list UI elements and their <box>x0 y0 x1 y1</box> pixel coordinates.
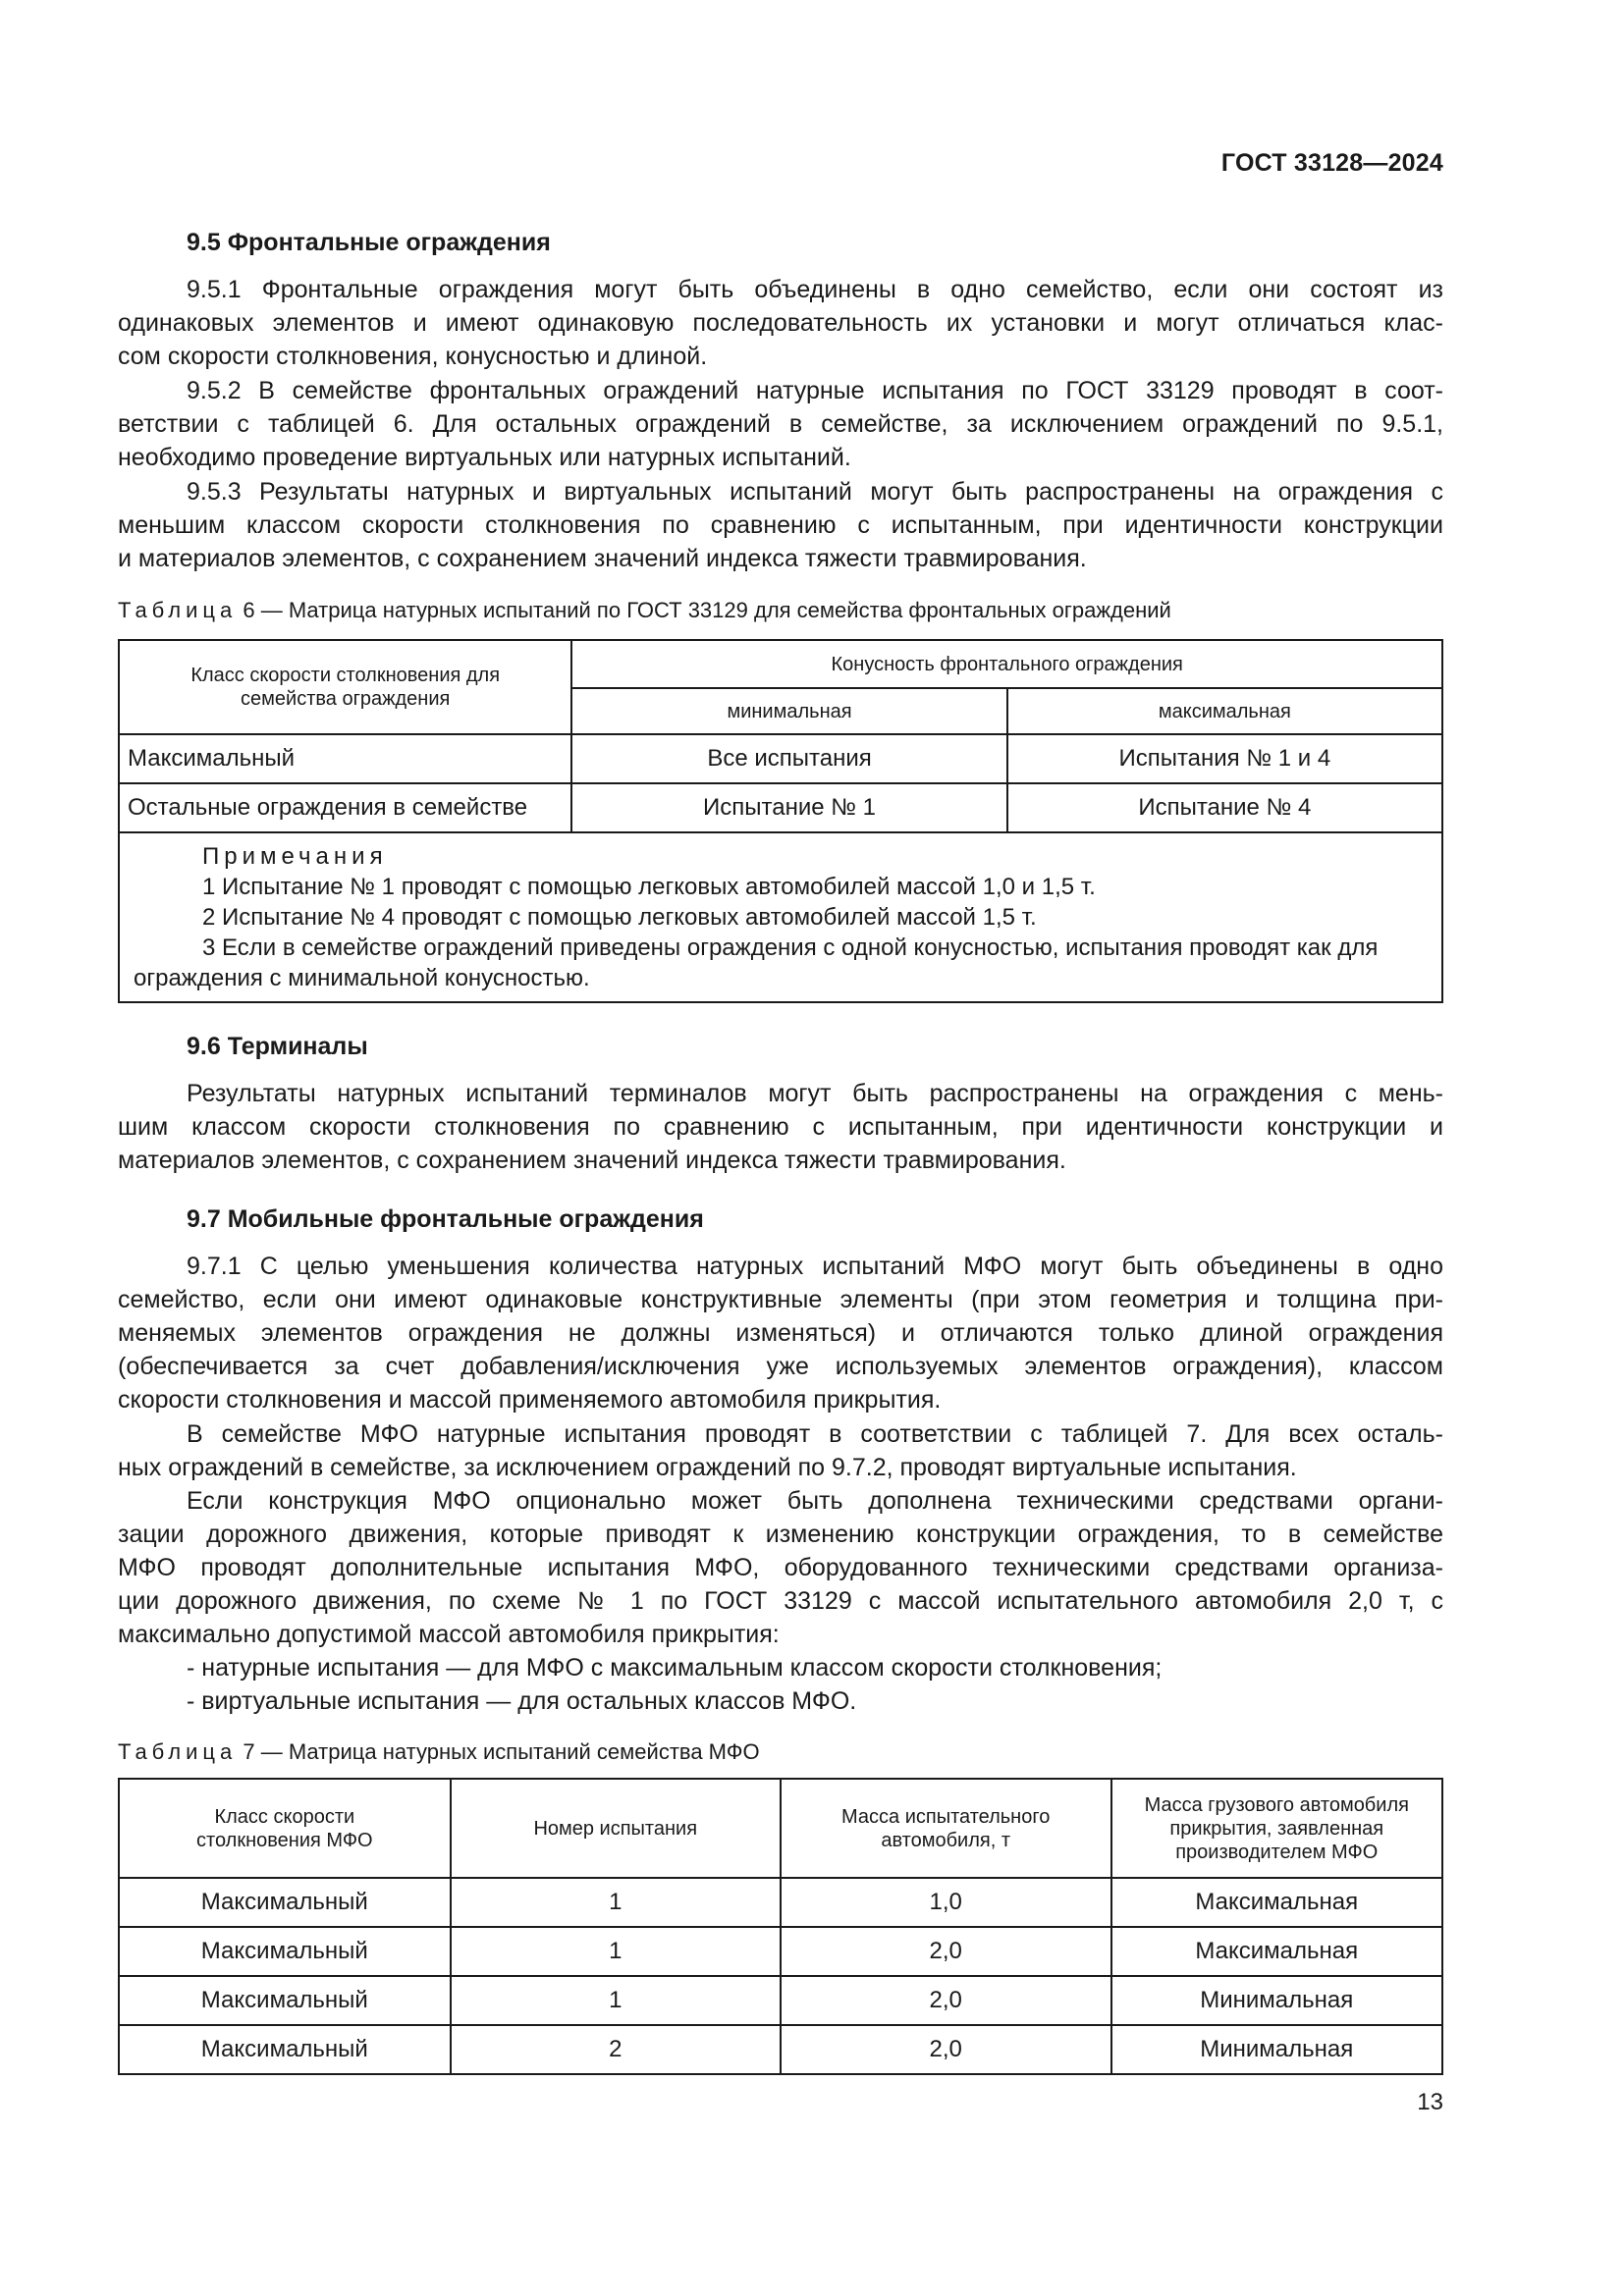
text-line: (обеспечивается за счет добавления/исключения уже используемых элементов ограждения), классом <box>118 1353 1443 1380</box>
table-6-caption <box>118 598 1171 623</box>
table-7 <box>118 1778 1443 2075</box>
section-heading-9-6: 9.6 Терминалы <box>187 1033 368 1060</box>
table-row <box>119 783 1442 832</box>
cell-cover-truck-mass: Максимальная <box>1111 1878 1443 1927</box>
table-row <box>119 1927 1442 1976</box>
paragraph-9-7-3 <box>118 1484 1443 1651</box>
header-taper: Конусность фронтального ограждения <box>571 640 1442 688</box>
text-line: шим классом скорости столкновения по сравнению с испытанным, при идентичности конструкции и <box>118 1113 1443 1141</box>
header-max: максимальная <box>1007 688 1442 734</box>
cell-test-number: 2 <box>451 2025 781 2074</box>
cell-max: Испытание № 4 <box>1007 783 1442 832</box>
note-item: 2 Испытание № 4 проводят с помощью легковых автомобилей массой 1,5 т. <box>202 904 1037 931</box>
header-test-vehicle-mass: Масса испытательного автомобиля, т <box>781 1779 1111 1878</box>
header-class: Класс скорости столкновения для семейства ограждения <box>119 640 571 734</box>
cell-min: Все испытания <box>571 734 1006 783</box>
text-line: Если конструкция МФО опционально может быть дополнена техническими средствами органи- <box>187 1487 1443 1515</box>
text-line: скорости столкновения и массой применяемого автомобиля прикрытия. <box>118 1386 942 1414</box>
cell-test-vehicle-mass: 1,0 <box>781 1878 1111 1927</box>
paragraph-9-7-1 <box>118 1250 1443 1416</box>
caption-text: 7 — Матрица натурных испытаний семейства МФО <box>243 1739 760 1764</box>
bullet-item: - виртуальные испытания — для остальных классов МФО. <box>187 1687 857 1715</box>
table-row <box>119 2025 1442 2074</box>
text-line: зации дорожного движения, которые приводят к изменению конструкции ограждения, то в семействе <box>118 1521 1443 1548</box>
text-line: меняемых элементов ограждения не должны изменяться) и отличаются только длиной ограждения <box>118 1319 1443 1347</box>
text-line: 9.5.3 Результаты натурных и виртуальных испытаний могут быть распространены на ограждения с <box>187 478 1443 506</box>
text-line: максимально допустимой массой автомобиля прикрытия: <box>118 1621 780 1648</box>
text-line: ных ограждений в семействе, за исключением ограждений по 9.7.2, проводят виртуальные испытания. <box>118 1454 1297 1481</box>
cell-cover-truck-mass: Максимальная <box>1111 1927 1443 1976</box>
table-row <box>119 1976 1442 2025</box>
cell-class: Максимальный <box>119 1976 451 2025</box>
cell-class: Максимальный <box>119 2025 451 2074</box>
text-line: и материалов элементов, с сохранением значений индекса тяжести травмирования. <box>118 545 1087 572</box>
cell-min: Испытание № 1 <box>571 783 1006 832</box>
table-7-caption <box>118 1739 760 1765</box>
text-line: ветствии с таблицей 6. Для остальных ограждений в семействе, за исключением ограждений по 9.5.1, <box>118 410 1443 438</box>
note-item: 1 Испытание № 1 проводят с помощью легковых автомобилей массой 1,0 и 1,5 т. <box>202 874 1096 900</box>
text-line: МФО проводят дополнительные испытания МФО, оборудованного техническими средствами организа- <box>118 1554 1443 1581</box>
header-cover-truck-mass: Масса грузового автомобиля прикрытия, заявленная производителем МФО <box>1111 1779 1443 1878</box>
text-line: Результаты натурных испытаний терминалов могут быть распространены на ограждения с мень- <box>187 1080 1443 1107</box>
header-class: Класс скорости столкновения МФО <box>119 1779 451 1878</box>
document-header: ГОСТ 33128—2024 <box>1220 149 1443 177</box>
paragraph-9-5-1 <box>118 273 1443 373</box>
cell-test-vehicle-mass: 2,0 <box>781 1976 1111 2025</box>
paragraph-9-7-2 <box>118 1417 1443 1484</box>
text-line: материалов элементов, с сохранением значений индекса тяжести травмирования. <box>118 1147 1066 1174</box>
text-line: меньшим классом скорости столкновения по сравнению с испытанным, при идентичности конструкции <box>118 511 1443 539</box>
notes-cell <box>119 832 1442 1002</box>
caption-word: Таблица <box>118 598 238 622</box>
cell-class: Максимальный <box>119 734 571 783</box>
bullet-item: - натурные испытания — для МФО с максимальным классом скорости столкновения; <box>187 1654 1163 1682</box>
cell-cover-truck-mass: Минимальная <box>1111 2025 1443 2074</box>
cell-test-number: 1 <box>451 1927 781 1976</box>
table-6 <box>118 639 1443 1003</box>
text-line: 9.5.1 Фронтальные ограждения могут быть объединены в одно семейство, если они состоят из <box>187 276 1443 303</box>
cell-test-number: 1 <box>451 1878 781 1927</box>
paragraph-9-6 <box>118 1077 1443 1177</box>
cell-class: Максимальный <box>119 1878 451 1927</box>
cell-cover-truck-mass: Минимальная <box>1111 1976 1443 2025</box>
cell-test-vehicle-mass: 2,0 <box>781 2025 1111 2074</box>
cell-test-number: 1 <box>451 1976 781 2025</box>
paragraph-9-5-2 <box>118 374 1443 474</box>
section-heading-9-7: 9.7 Мобильные фронтальные ограждения <box>187 1205 704 1233</box>
text-line: В семействе МФО натурные испытания проводят в соответствии с таблицей 7. Для всех осталь- <box>187 1420 1443 1448</box>
text-line: 9.5.2 В семействе фронтальных ограждений натурные испытания по ГОСТ 33129 проводят в соот- <box>187 377 1443 404</box>
paragraph-9-5-3 <box>118 475 1443 575</box>
text-line: ции дорожного движения, по схеме № 1 по ГОСТ 33129 с массой испытательного автомобиля 2,0 т, с <box>118 1587 1443 1615</box>
text-line: сом скорости столкновения, конусностью и длиной. <box>118 343 708 370</box>
text-line: необходимо проведение виртуальных или натурных испытаний. <box>118 444 851 471</box>
text-line: семейство, если они имеют одинаковые конструктивные элементы (при этом геометрия и толщина при- <box>118 1286 1443 1313</box>
text-line: одинаковых элементов и имеют одинаковую последовательность их установки и могут отличаться клас- <box>118 309 1443 337</box>
notes-row <box>119 832 1442 1002</box>
notes-title: Примечания <box>202 843 388 870</box>
section-heading-9-5: 9.5 Фронтальные ограждения <box>187 229 551 256</box>
header-test-number: Номер испытания <box>451 1779 781 1878</box>
caption-text: 6 — Матрица натурных испытаний по ГОСТ 33129 для семейства фронтальных ограждений <box>243 598 1171 622</box>
cell-class: Максимальный <box>119 1927 451 1976</box>
table-row <box>119 1878 1442 1927</box>
caption-word: Таблица <box>118 1739 238 1764</box>
header-min: минимальная <box>571 688 1006 734</box>
page-number: 13 <box>1417 2089 1443 2115</box>
text-line: 9.7.1 С целью уменьшения количества натурных испытаний МФО могут быть объединены в одно <box>187 1253 1443 1280</box>
cell-max: Испытания № 1 и 4 <box>1007 734 1442 783</box>
cell-test-vehicle-mass: 2,0 <box>781 1927 1111 1976</box>
cell-class: Остальные ограждения в семействе <box>119 783 571 832</box>
note-item: 3 Если в семействе ограждений приведены ограждения с одной конусностью, испытания проводят как для ограждения с минимальной конусностью. <box>134 934 1379 991</box>
table-row <box>119 734 1442 783</box>
